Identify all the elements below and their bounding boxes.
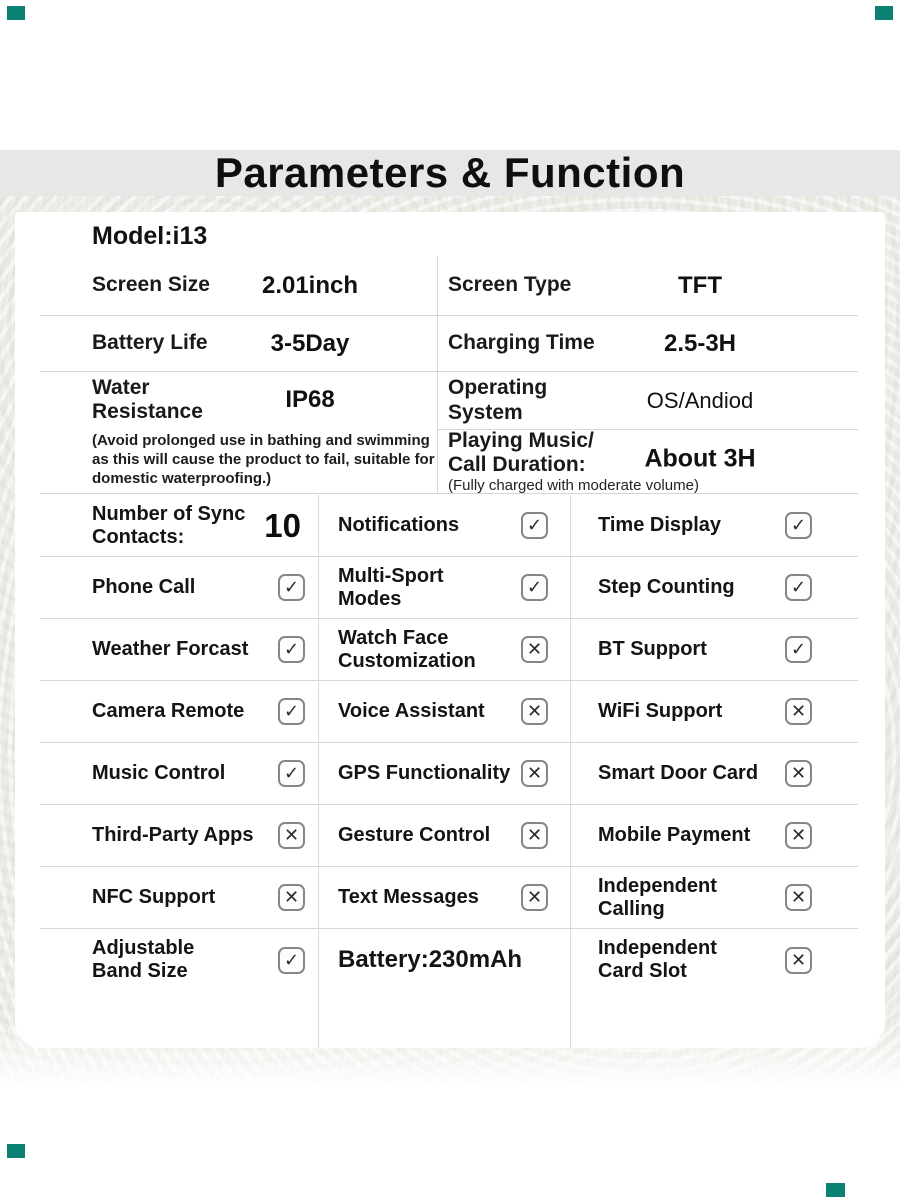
spec-value-charging-time: 2.5-3H: [663, 329, 737, 357]
feature-cell-camera-remote: [40, 681, 318, 742]
feature-cell-bt-support: [570, 619, 858, 680]
feature-label: Gesture Control: [338, 824, 491, 846]
spec-label-charging-time: Charging Time: [448, 331, 595, 355]
feature-row: [40, 681, 858, 743]
feature-cell-step-counting: [570, 557, 858, 618]
corner-mark-top-left: [7, 6, 25, 20]
crossed-checkbox-icon: ✕: [278, 822, 305, 849]
feature-row: [40, 929, 858, 991]
feature-cell-independent-card-slot: [570, 929, 858, 991]
feature-label: GPS Functionality: [338, 762, 511, 784]
feature-cell-mobile-payment: [570, 805, 858, 866]
feature-cell-multi-sport: [318, 557, 570, 618]
feature-cell-notifications: [318, 495, 570, 556]
feature-cell-battery-capacity: [318, 929, 570, 991]
crossed-checkbox-icon: ✕: [521, 760, 548, 787]
feature-cell-independent-calling: [570, 867, 858, 928]
spec-label-screen-type: Screen Type: [448, 273, 572, 297]
checked-checkbox-icon: ✓: [278, 574, 305, 601]
crossed-checkbox-icon: ✕: [521, 884, 548, 911]
crossed-checkbox-icon: ✕: [278, 884, 305, 911]
feature-grid-divider-2: [570, 495, 571, 1048]
checked-checkbox-icon: ✓: [278, 698, 305, 725]
feature-cell-weather: [40, 619, 318, 680]
feature-cell-smart-door-card: [570, 743, 858, 804]
feature-label: Mobile Payment: [598, 824, 751, 846]
crossed-checkbox-icon: ✕: [785, 947, 812, 974]
feature-label: NFC Support: [92, 886, 216, 908]
title-banner: [0, 150, 900, 196]
spec-value-playing-music: About 3H: [644, 444, 756, 473]
feature-label: Independent Card Slot: [598, 937, 717, 982]
spec-cell-screen-size: [40, 256, 437, 315]
feature-row: [40, 867, 858, 929]
feature-cell-gps: [318, 743, 570, 804]
feature-row: [40, 743, 858, 805]
feature-label: Time Display: [598, 514, 722, 536]
feature-cell-voice-assistant: [318, 681, 570, 742]
water-resistance-row: [40, 372, 437, 428]
spec-cell-screen-type: [437, 256, 858, 315]
waterproofing-note: (Avoid prolonged use in bathing and swimming as this will cause the product to fail, suitable for domestic waterproofing.): [92, 432, 435, 487]
feature-label: Text Messages: [338, 886, 479, 908]
spec-label-screen-size: Screen Size: [92, 273, 210, 297]
spec-value-water-resistance: IP68: [285, 386, 335, 413]
crossed-checkbox-icon: ✕: [785, 822, 812, 849]
checked-checkbox-icon: ✓: [278, 947, 305, 974]
spec-table: [40, 256, 858, 494]
feature-label: Adjustable Band Size: [92, 937, 195, 982]
checked-checkbox-icon: ✓: [785, 574, 812, 601]
feature-label: Step Counting: [598, 576, 735, 598]
spec-cell-water-resistance: [40, 372, 437, 493]
spec-value-screen-size: 2.01inch: [261, 271, 359, 299]
feature-label: Watch Face Customization: [338, 626, 476, 672]
feature-cell-text-messages: [318, 867, 570, 928]
spec-label-battery-life: Battery Life: [92, 331, 208, 355]
corner-mark-top-right: [875, 6, 893, 20]
feature-label: Weather Forcast: [92, 638, 249, 660]
corner-mark-bottom-left: [7, 1144, 25, 1158]
checked-checkbox-icon: ✓: [521, 512, 548, 539]
sync-contacts-count: 10: [264, 506, 301, 544]
operating-system-row: [437, 372, 858, 430]
feature-cell-adjustable-band: [40, 929, 318, 991]
feature-label: Number of Sync Contacts:: [92, 502, 246, 548]
spec-card: [15, 212, 885, 1048]
feature-cell-nfc: [40, 867, 318, 928]
model-label: Model:i13: [92, 222, 208, 250]
playing-music-row: [437, 430, 858, 493]
checked-checkbox-icon: ✓: [521, 574, 548, 601]
spec-label-water-resistance: Water Resistance: [92, 375, 203, 423]
feature-grid: [40, 495, 858, 991]
crossed-checkbox-icon: ✕: [521, 822, 548, 849]
crossed-checkbox-icon: ✕: [785, 884, 812, 911]
feature-row: [40, 805, 858, 867]
spec-row-screen: [40, 256, 858, 316]
feature-label: Notifications: [338, 514, 460, 536]
feature-label: Third-Party Apps: [92, 824, 254, 846]
feature-label: Phone Call: [92, 576, 196, 598]
feature-cell-music-control: [40, 743, 318, 804]
spec-row-water-os: [40, 372, 858, 494]
feature-row: [40, 619, 858, 681]
feature-row: [40, 495, 858, 557]
feature-row: [40, 557, 858, 619]
spec-value-screen-type: TFT: [678, 271, 722, 299]
feature-label: Camera Remote: [92, 700, 245, 722]
feature-label: BT Support: [598, 638, 707, 660]
feature-cell-phone-call: [40, 557, 318, 618]
playing-music-subnote: (Fully charged with moderate volume): [448, 476, 699, 494]
feature-label: Voice Assistant: [338, 700, 485, 722]
feature-label: WiFi Support: [598, 700, 723, 722]
feature-cell-wifi-support: [570, 681, 858, 742]
feature-cell-time-display: [570, 495, 858, 556]
page-title: Parameters & Function: [214, 149, 686, 196]
feature-cell-third-party-apps: [40, 805, 318, 866]
checked-checkbox-icon: ✓: [785, 512, 812, 539]
crossed-checkbox-icon: ✕: [521, 636, 548, 663]
crossed-checkbox-icon: ✕: [785, 760, 812, 787]
crossed-checkbox-icon: ✕: [521, 698, 548, 725]
spec-column-divider: [437, 256, 438, 494]
corner-mark-bottom-right: [826, 1183, 845, 1197]
spec-label-operating-system: Operating System: [448, 376, 548, 424]
spec-cell-battery-life: [40, 316, 437, 371]
feature-label: Music Control: [92, 762, 226, 784]
checked-checkbox-icon: ✓: [278, 636, 305, 663]
feature-cell-watch-face: [318, 619, 570, 680]
spec-cell-os-music: [437, 372, 858, 493]
spec-cell-charging-time: [437, 316, 858, 371]
spec-value-operating-system: OS/Andiod: [646, 387, 754, 413]
spec-label-playing-music: Playing Music/ Call Duration:: [448, 429, 594, 476]
feature-grid-divider-1: [318, 495, 319, 1048]
spec-row-battery: [40, 316, 858, 372]
feature-label: Smart Door Card: [598, 762, 759, 784]
checked-checkbox-icon: ✓: [785, 636, 812, 663]
feature-cell-sync-contacts: [40, 495, 318, 556]
crossed-checkbox-icon: ✕: [785, 698, 812, 725]
feature-label: Independent Calling: [598, 874, 717, 920]
feature-cell-gesture-control: [318, 805, 570, 866]
feature-label: Multi-Sport Modes: [338, 564, 444, 610]
battery-capacity-label: Battery:230mAh: [338, 946, 523, 974]
spec-value-battery-life: 3-5Day: [270, 329, 350, 357]
checked-checkbox-icon: ✓: [278, 760, 305, 787]
